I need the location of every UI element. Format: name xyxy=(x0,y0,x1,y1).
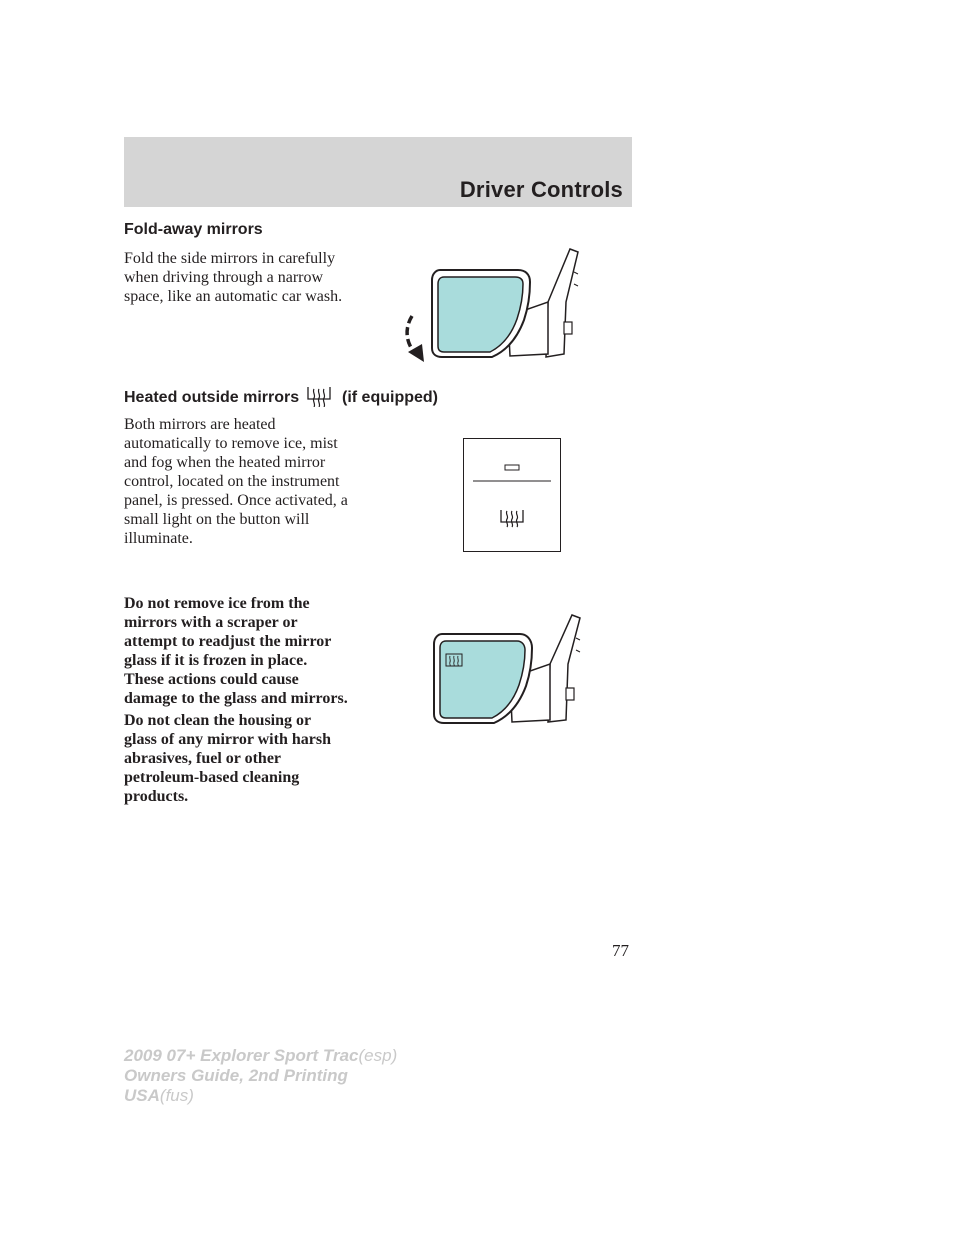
footer-model: 2009 07+ Explorer Sport Trac xyxy=(124,1046,359,1065)
footer-model-code: (esp) xyxy=(358,1046,398,1065)
text-line: Both mirrors are heated xyxy=(124,416,276,433)
indicator-light xyxy=(505,465,519,470)
fold-arrow-icon xyxy=(407,316,424,362)
mirror-defrost-icon xyxy=(446,654,462,666)
text-line: illuminate. xyxy=(124,530,193,547)
text-line: and fog when the heated mirror xyxy=(124,454,326,471)
fold-away-mirror-figure xyxy=(398,244,588,366)
text-line: Do not clean the housing or xyxy=(124,712,312,729)
text-line: glass of any mirror with harsh xyxy=(124,731,331,748)
text-line: damage to the glass and mirrors. xyxy=(124,690,348,707)
warning-ice xyxy=(124,594,348,708)
text-line: glass if it is frozen in place. xyxy=(124,652,308,669)
footer-guide: Owners Guide, 2nd Printing xyxy=(124,1066,348,1085)
text-line: Do not remove ice from the xyxy=(124,595,310,612)
footer xyxy=(124,1046,397,1106)
fold-away-paragraph xyxy=(124,249,342,306)
footer-line xyxy=(124,1046,397,1066)
text-line: Fold the side mirrors in carefully xyxy=(124,250,336,267)
text-line: attempt to readjust the mirror xyxy=(124,633,332,650)
footer-line xyxy=(124,1086,397,1106)
text-line: automatically to remove ice, mist xyxy=(124,435,338,452)
header-band xyxy=(124,137,632,207)
heated-heading-main: Heated outside mirrors xyxy=(124,389,300,406)
heated-mirror-figure xyxy=(430,612,590,732)
heated-heading-suffix: (if equipped) xyxy=(342,389,438,406)
heated-paragraph xyxy=(124,415,348,548)
heated-heading xyxy=(124,389,299,407)
text-line: abrasives, fuel or other xyxy=(124,750,282,767)
text-line: products. xyxy=(124,788,189,805)
footer-market: USA xyxy=(124,1086,160,1105)
section-title: Driver Controls xyxy=(459,177,623,202)
footer-line xyxy=(124,1066,397,1086)
text-line: control, located on the instrument xyxy=(124,473,340,490)
text-line: small light on the button will xyxy=(124,511,310,528)
text-line: petroleum-based cleaning xyxy=(124,769,300,786)
fold-away-heading: Fold-away mirrors xyxy=(124,221,263,238)
text-line: space, like an automatic car wash. xyxy=(124,288,343,305)
text-line: when driving through a narrow xyxy=(124,269,324,286)
warning-cleaning xyxy=(124,711,331,806)
text-line: These actions could cause xyxy=(124,671,299,688)
heated-mirror-button-figure xyxy=(463,438,561,552)
footer-market-code: (fus) xyxy=(159,1086,194,1105)
text-line: mirrors with a scraper or xyxy=(124,614,298,631)
text-line: panel, is pressed. Once activated, a xyxy=(124,492,348,509)
page-number: 77 xyxy=(612,941,629,960)
rear-defrost-icon xyxy=(306,385,332,407)
